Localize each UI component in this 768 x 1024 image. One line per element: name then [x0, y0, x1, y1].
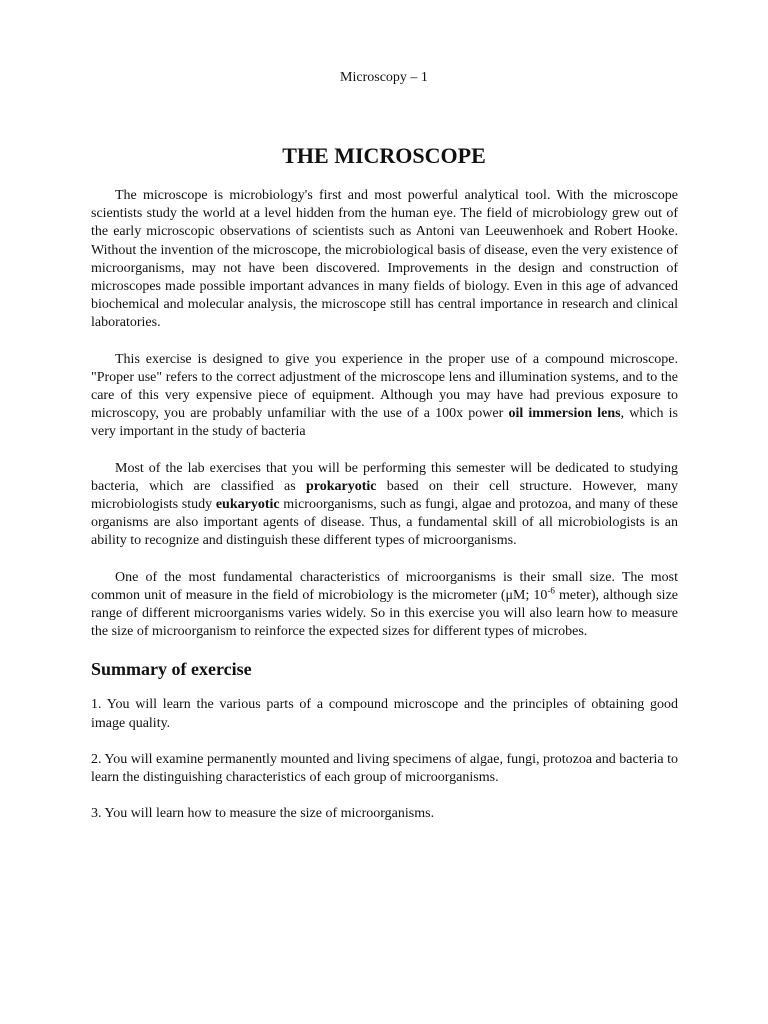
bold-term-eukaryotic: eukaryotic [215, 497, 280, 513]
body-text [91, 187, 678, 841]
summary-item-3: 3. You will learn how to measure the size of microorganisms. [91, 806, 435, 822]
page-title: THE MICROSCOPE [282, 143, 486, 168]
intro-paragraph-2 [91, 351, 678, 442]
intro-paragraph-3 [91, 460, 678, 551]
exponent: -6 [547, 585, 555, 596]
bold-term-oil-immersion-lens: oil immersion lens [508, 406, 621, 422]
paragraph-text: meter), although size range of different microorganisms varies widely. So in this exercise you will also learn how to measure the size of microorganism to reinforce the expected sizes for different types of microbes. [91, 587, 678, 640]
summary-item-2: 2. You will examine permanently mounted and living specimens of algae, fungi, protozoa and bacteria to learn the distinguishing characteristics of each group of microorganisms. [91, 751, 678, 786]
bold-term-prokaryotic: prokaryotic [306, 478, 377, 494]
paragraph-text: One of the most fundamental characteristics of microorganisms is their small size. The most common unit of measure in the field of microbiology is the micrometer (μM; 10 [91, 569, 678, 603]
paragraph-text: based on their cell structure. However, many microbiologists study [91, 478, 678, 513]
intro-paragraph-1: The microscope is microbiology's first and most powerful analytical tool. With the microscope scientists study the world at a level hidden from the human eye. The field of microbiology grew out of the early microscopic observations of scientists such as Antoni van Leeuwenhoek and Robert Hooke. Without the invention of the microscope, the microbiological basis of disease, even the very existence of microorganisms, may not have been discovered. Improvements in the design and construction of microscopes made possible important advances in many fields of biology. Even in this age of advanced biochemical and molecular analysis, the microscope still has central importance in research and clinical laboratories. [91, 188, 678, 331]
summary-heading: Summary of exercise [91, 659, 252, 680]
paragraph-text: , which is very important in the study of bacteria [91, 406, 678, 440]
paragraph-text: Most of the lab exercises that you will be performing this semester will be dedicated to studying bacteria, which are classified as [91, 460, 678, 494]
summary-item-1: 1. You will learn the various parts of a compound microscope and the principles of obtaining good image quality. [91, 697, 678, 731]
paragraph-text: This exercise is designed to give you experience in the proper use of a compound microscope. "Proper use" refers to the correct adjustment of the microscope lens and illumination systems, and to the care of this very expensive piece of equipment. Although you may have had previous exposure to microscopy, you are probably unfamiliar with the use of a 100x power [91, 351, 678, 422]
running-header: Microscopy – 1 [340, 70, 428, 85]
paragraph-text: microorganisms, such as fungi, algae and protozoa, and many of these organisms are also important agents of disease. Thus, a fundamental skill of all microbiologists is an ability to recognize and distinguish these different types of microorganisms. [91, 497, 678, 549]
intro-paragraph-4 [91, 569, 678, 642]
